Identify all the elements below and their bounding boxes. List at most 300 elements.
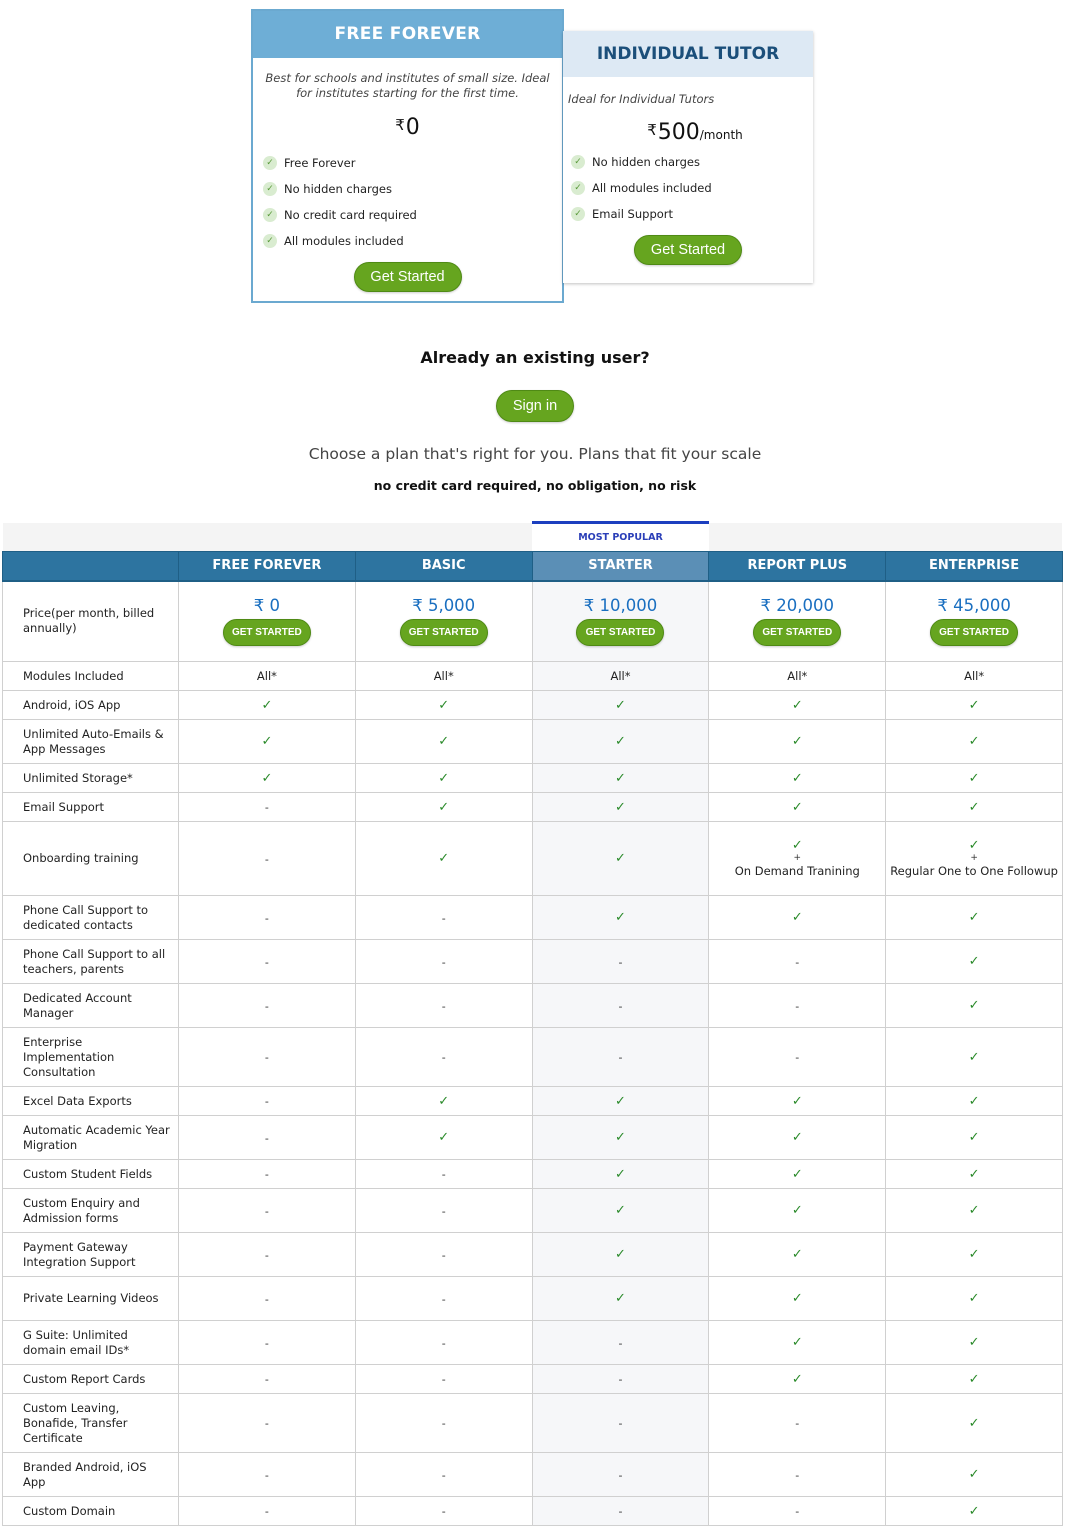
- training-extra-text: On Demand Tranining: [734, 864, 860, 878]
- dash-icon: -: [618, 1051, 623, 1064]
- feature-value-cell: [886, 793, 1063, 822]
- dash-icon: -: [264, 1168, 269, 1181]
- free-forever-get-started-button[interactable]: Get Started: [354, 262, 462, 292]
- sign-in-button[interactable]: Sign in: [496, 390, 574, 422]
- feature-value-cell: [886, 1497, 1063, 1526]
- individual-tutor-feature-list: [563, 149, 813, 227]
- feature-value-cell: [355, 822, 532, 896]
- dash-icon: -: [618, 1505, 623, 1518]
- check-icon: ✓: [438, 851, 450, 866]
- feature-name: Enterprise Implementation Consultation: [3, 1028, 179, 1087]
- feature-name: Dedicated Account Manager: [3, 984, 179, 1028]
- feature-value-cell: [355, 720, 532, 764]
- feature-value-cell: [179, 940, 356, 984]
- feature-value-cell: [355, 1321, 532, 1365]
- feature-value-cell: [886, 1277, 1063, 1321]
- dash-icon: -: [441, 1336, 446, 1350]
- dash-icon: -: [618, 1468, 623, 1482]
- feature-value-cell: [532, 822, 709, 896]
- table-row: [3, 1277, 1063, 1321]
- get-started-basic-button[interactable]: GET STARTED: [400, 619, 488, 646]
- feature-value-cell: [355, 1365, 532, 1394]
- feature-value-cell: [709, 896, 886, 940]
- feature-value: All*: [964, 669, 985, 683]
- feature-name: Custom Leaving, Bonafide, Transfer Certificate: [3, 1394, 179, 1453]
- check-icon: ✓: [968, 1335, 980, 1350]
- check-icon: ✓: [968, 1093, 980, 1109]
- feature-value-cell: [355, 662, 532, 691]
- plan-price: ₹ 20,000: [760, 596, 835, 616]
- feature-value-cell: [179, 720, 356, 764]
- feature-value-cell: [886, 1365, 1063, 1394]
- feature-value-cell: [532, 691, 709, 720]
- feature-value-cell: [532, 1116, 709, 1160]
- check-icon: ✓: [968, 1049, 980, 1065]
- feature-value-cell: [179, 1116, 356, 1160]
- check-icon: ✓: [615, 1093, 626, 1109]
- check-icon: ✓: [791, 1247, 803, 1262]
- check-circle-icon: ✓: [263, 182, 277, 196]
- check-icon: ✓: [615, 851, 626, 866]
- individual-tutor-get-started-button[interactable]: Get Started: [634, 235, 742, 265]
- plan-header-enterprise: ENTERPRISE: [886, 552, 1063, 581]
- feature-value-cell: [179, 662, 356, 691]
- price-cell: [709, 581, 886, 662]
- feature-value-cell: [709, 1453, 886, 1497]
- feature-value-cell: [886, 764, 1063, 793]
- check-icon: ✓: [438, 770, 450, 786]
- feature-value-cell: [355, 940, 532, 984]
- check-icon: ✓: [968, 1247, 980, 1262]
- check-circle-icon: ✓: [263, 234, 277, 248]
- feature-name: Private Learning Videos: [3, 1277, 179, 1321]
- dash-icon: -: [264, 1505, 269, 1518]
- check-icon: ✓: [615, 910, 626, 925]
- dash-icon: -: [264, 1336, 269, 1350]
- dash-icon: -: [795, 1468, 800, 1482]
- table-row: [3, 764, 1063, 793]
- pricing-comparison-table: [2, 521, 1063, 1526]
- table-row: [3, 1365, 1063, 1394]
- feature-value-cell: [709, 940, 886, 984]
- check-icon: ✓: [968, 910, 980, 925]
- feature-value-cell: [179, 1160, 356, 1189]
- feature-value-cell: [709, 1233, 886, 1277]
- feature-value: All*: [610, 669, 631, 683]
- feature-value-cell: [886, 1160, 1063, 1189]
- feature-value-cell: [532, 1160, 709, 1189]
- price-period: /month: [699, 128, 743, 142]
- price-value: 0: [405, 115, 420, 140]
- check-icon: ✓: [261, 734, 273, 749]
- dash-icon: -: [441, 1168, 446, 1181]
- free-forever-card-price: [253, 115, 562, 140]
- feature-value-cell: [532, 720, 709, 764]
- table-row: [3, 793, 1063, 822]
- feature-value-cell: [355, 691, 532, 720]
- dash-icon: -: [795, 955, 800, 969]
- feature-value-cell: [179, 1365, 356, 1394]
- dash-icon: -: [441, 1292, 446, 1306]
- feature-value-cell: [532, 1365, 709, 1394]
- dash-icon: -: [795, 1051, 800, 1064]
- feature-value-cell: [179, 764, 356, 793]
- feature-value-cell: [355, 1189, 532, 1233]
- feature-name: Excel Data Exports: [3, 1087, 179, 1116]
- feature-value-cell: [886, 896, 1063, 940]
- check-icon: ✓: [615, 1203, 626, 1218]
- check-icon: ✓: [791, 770, 803, 786]
- feature-name: Branded Android, iOS App: [3, 1453, 179, 1497]
- plan-price: ₹ 45,000: [937, 596, 1011, 616]
- table-row: [3, 1321, 1063, 1365]
- feature-value-cell: [532, 1453, 709, 1497]
- check-icon: ✓: [791, 1093, 803, 1109]
- dash-icon: -: [441, 999, 446, 1013]
- feature-item: ✓ Free Forever: [263, 150, 562, 176]
- table-row: [3, 984, 1063, 1028]
- feature-value-cell: [886, 1394, 1063, 1453]
- table-row: [3, 1160, 1063, 1189]
- feature-value-cell: [709, 1160, 886, 1189]
- check-icon: ✓: [261, 770, 273, 786]
- price-cell: [179, 581, 356, 662]
- free-forever-feature-list: [253, 150, 562, 254]
- feature-value-cell: [179, 1394, 356, 1453]
- feature-value-cell: [179, 793, 356, 822]
- feature-value-cell: [532, 1028, 709, 1087]
- feature-value-cell: [532, 984, 709, 1028]
- dash-icon: -: [264, 1248, 269, 1262]
- feature-name: Custom Domain: [3, 1497, 179, 1526]
- popular-row: [3, 523, 1063, 552]
- check-icon: ✓: [791, 1291, 803, 1306]
- check-icon: ✓: [968, 1503, 980, 1519]
- feature-value-cell: [179, 1321, 356, 1365]
- check-icon: ✓: [968, 770, 980, 786]
- check-circle-icon: ✓: [571, 207, 585, 221]
- table-row: [3, 1087, 1063, 1116]
- feature-value-cell: [355, 1497, 532, 1526]
- check-icon: ✓: [438, 1130, 450, 1145]
- feature-value-cell: [886, 940, 1063, 984]
- feature-value-cell: [355, 764, 532, 793]
- dash-icon: -: [264, 999, 269, 1013]
- price-cell: [532, 581, 709, 662]
- plan-header-report-plus: REPORT PLUS: [709, 552, 886, 581]
- individual-tutor-card: [563, 31, 813, 283]
- dash-icon: -: [264, 1373, 269, 1386]
- dash-icon: -: [264, 1204, 269, 1218]
- feature-name: Custom Student Fields: [3, 1160, 179, 1189]
- check-icon: ✓: [791, 1335, 803, 1350]
- feature-value-cell: [709, 1116, 886, 1160]
- feature-value-cell: [179, 1087, 356, 1116]
- feature-value-cell: [532, 940, 709, 984]
- dash-icon: -: [795, 999, 800, 1013]
- dash-icon: -: [441, 1373, 446, 1386]
- plan-price: ₹ 10,000: [583, 596, 658, 616]
- dash-icon: -: [441, 1204, 446, 1218]
- check-circle-icon: ✓: [571, 181, 585, 195]
- feature-item: ✓ All modules included: [263, 228, 562, 254]
- dash-icon: -: [264, 1051, 269, 1064]
- feature-value-cell: [179, 1028, 356, 1087]
- feature-value-cell: [709, 793, 886, 822]
- plan-header-row: [3, 552, 1063, 581]
- feature-value-cell: [709, 1497, 886, 1526]
- dash-icon: -: [441, 955, 446, 969]
- dash-icon: -: [264, 1131, 269, 1145]
- feature-value-cell: [355, 1233, 532, 1277]
- dash-icon: -: [264, 852, 269, 866]
- feature-value-cell: [355, 1394, 532, 1453]
- feature-value: All*: [256, 669, 277, 683]
- plan-header-basic: BASIC: [355, 552, 532, 581]
- get-started-report-plus-button[interactable]: GET STARTED: [753, 619, 841, 646]
- plus-sign: +: [970, 853, 978, 863]
- free-forever-card-description: Best for schools and institutes of small size. Ideal for institutes starting for the first time.: [265, 71, 550, 100]
- individual-tutor-card-title: INDIVIDUAL TUTOR: [563, 31, 813, 77]
- dash-icon: -: [264, 1417, 269, 1430]
- feature-item: ✓ Email Support: [571, 201, 813, 227]
- check-icon: ✓: [968, 697, 980, 713]
- feature-value-cell: [355, 1116, 532, 1160]
- feature-value-cell: [532, 1321, 709, 1365]
- individual-tutor-card-description: Ideal for Individual Tutors: [568, 92, 715, 106]
- feature-value-cell: [886, 822, 1063, 896]
- table-row: [3, 940, 1063, 984]
- table-row: [3, 822, 1063, 896]
- feature-value-cell: [532, 662, 709, 691]
- individual-tutor-card-price: [563, 120, 813, 145]
- feature-value-cell: [886, 1189, 1063, 1233]
- check-icon: ✓: [968, 838, 980, 853]
- table-row: [3, 662, 1063, 691]
- feature-value-cell: [709, 1321, 886, 1365]
- feature-name: Phone Call Support to dedicated contacts: [3, 896, 179, 940]
- table-row: [3, 1233, 1063, 1277]
- plus-sign: +: [793, 853, 802, 863]
- feature-value-cell: [709, 1394, 886, 1453]
- price-value: 500: [657, 120, 700, 145]
- feature-value: All*: [787, 669, 808, 683]
- table-row: [3, 1453, 1063, 1497]
- check-icon: ✓: [791, 1203, 803, 1218]
- check-icon: ✓: [968, 1371, 980, 1387]
- free-forever-card: [251, 9, 564, 303]
- sub-tagline: no credit card required, no obligation, no risk: [373, 478, 697, 493]
- feature-value-cell: [886, 1028, 1063, 1087]
- check-icon: ✓: [791, 1166, 803, 1182]
- feature-value-cell: [709, 1087, 886, 1116]
- feature-value-cell: [355, 896, 532, 940]
- free-forever-card-title: FREE FOREVER: [253, 11, 562, 58]
- check-icon: ✓: [615, 1247, 626, 1262]
- check-icon: ✓: [615, 1291, 626, 1306]
- feature-value-cell: [532, 1277, 709, 1321]
- feature-name: G Suite: Unlimited domain email IDs*: [3, 1321, 179, 1365]
- feature-name: Onboarding training: [3, 822, 179, 896]
- dash-icon: -: [441, 1051, 446, 1064]
- dash-icon: -: [264, 801, 269, 814]
- check-circle-icon: ✓: [263, 156, 277, 170]
- feature-name: Payment Gateway Integration Support: [3, 1233, 179, 1277]
- feature-item: ✓ All modules included: [571, 175, 813, 201]
- feature-value-cell: [886, 1321, 1063, 1365]
- feature-value-cell: [532, 1394, 709, 1453]
- dash-icon: -: [264, 955, 269, 969]
- dash-icon: -: [618, 1336, 623, 1350]
- feature-value-cell: [709, 822, 886, 896]
- check-icon: ✓: [615, 697, 626, 713]
- price-cell: [886, 581, 1063, 662]
- get-started-enterprise-button[interactable]: GET STARTED: [930, 619, 1018, 646]
- check-icon: ✓: [615, 799, 626, 815]
- tagline: Choose a plan that's right for you. Plans that fit your scale: [308, 445, 762, 463]
- check-icon: ✓: [968, 734, 980, 749]
- feature-value-cell: [532, 1189, 709, 1233]
- check-icon: ✓: [615, 734, 626, 749]
- table-row: [3, 1497, 1063, 1526]
- check-icon: ✓: [791, 838, 803, 853]
- feature-value-cell: [532, 1497, 709, 1526]
- dash-icon: -: [618, 1417, 623, 1430]
- feature-item: ✓ No hidden charges: [571, 149, 813, 175]
- check-icon: ✓: [968, 1203, 980, 1218]
- feature-value-cell: [179, 691, 356, 720]
- feature-value-cell: [886, 1233, 1063, 1277]
- dash-icon: -: [264, 1468, 269, 1482]
- price-label: Price(per month, billed annually): [3, 581, 179, 662]
- dash-icon: -: [441, 1417, 446, 1430]
- dash-icon: -: [441, 911, 446, 925]
- dash-icon: -: [441, 1468, 446, 1482]
- feature-value-cell: [179, 896, 356, 940]
- feature-value-cell: [886, 984, 1063, 1028]
- feature-value-cell: [709, 720, 886, 764]
- feature-value-cell: [355, 1087, 532, 1116]
- check-circle-icon: ✓: [571, 155, 585, 169]
- feature-name: Custom Report Cards: [3, 1365, 179, 1394]
- check-icon: ✓: [615, 1130, 626, 1145]
- feature-value-cell: [355, 1028, 532, 1087]
- feature-value-cell: [709, 1365, 886, 1394]
- feature-value-cell: [709, 691, 886, 720]
- table-row: [3, 720, 1063, 764]
- feature-value-cell: [355, 1277, 532, 1321]
- feature-value-cell: [709, 662, 886, 691]
- feature-value-cell: [179, 984, 356, 1028]
- feature-value-cell: [886, 691, 1063, 720]
- get-started-free-forever-button[interactable]: GET STARTED: [223, 619, 311, 646]
- feature-name: Phone Call Support to all teachers, parents: [3, 940, 179, 984]
- plan-price: ₹ 0: [253, 596, 281, 616]
- feature-name: Email Support: [3, 793, 179, 822]
- price-row: [3, 581, 1063, 662]
- table-row: [3, 1028, 1063, 1087]
- feature-value-cell: [179, 1277, 356, 1321]
- feature-value-cell: [709, 984, 886, 1028]
- dash-icon: -: [795, 1417, 800, 1430]
- feature-value: All*: [433, 669, 454, 683]
- dash-icon: -: [441, 1248, 446, 1262]
- feature-value-cell: [532, 793, 709, 822]
- check-icon: ✓: [615, 770, 626, 786]
- feature-value-cell: [179, 1453, 356, 1497]
- check-icon: ✓: [968, 998, 980, 1013]
- plan-header-starter: STARTER: [532, 552, 709, 581]
- feature-name: Modules Included: [3, 662, 179, 691]
- check-icon: ✓: [968, 799, 980, 815]
- check-icon: ✓: [791, 799, 803, 815]
- feature-value-cell: [709, 1028, 886, 1087]
- check-icon: ✓: [968, 1166, 980, 1182]
- feature-value-cell: [886, 720, 1063, 764]
- check-icon: ✓: [438, 1093, 450, 1109]
- check-icon: ✓: [791, 910, 803, 925]
- rupee-icon: ₹: [395, 116, 405, 134]
- feature-value-cell: [709, 764, 886, 793]
- check-icon: ✓: [968, 1415, 980, 1431]
- check-icon: ✓: [791, 1371, 803, 1387]
- check-icon: ✓: [791, 734, 803, 749]
- feature-value-cell: [179, 822, 356, 896]
- feature-value-cell: [886, 1116, 1063, 1160]
- feature-name: Android, iOS App: [3, 691, 179, 720]
- table-row: [3, 1116, 1063, 1160]
- check-circle-icon: ✓: [263, 208, 277, 222]
- dash-icon: -: [618, 1373, 623, 1386]
- feature-value-cell: [355, 793, 532, 822]
- check-icon: ✓: [438, 799, 450, 815]
- check-icon: ✓: [791, 1130, 803, 1145]
- check-icon: ✓: [261, 697, 273, 713]
- feature-name: Unlimited Auto-Emails & App Messages: [3, 720, 179, 764]
- feature-name: Custom Enquiry and Admission forms: [3, 1189, 179, 1233]
- feature-value-cell: [886, 1453, 1063, 1497]
- feature-name: Automatic Academic Year Migration: [3, 1116, 179, 1160]
- feature-value-cell: [886, 1087, 1063, 1116]
- check-icon: ✓: [968, 1130, 980, 1145]
- check-icon: ✓: [968, 954, 980, 969]
- dash-icon: -: [264, 1095, 269, 1108]
- feature-value-cell: [179, 1233, 356, 1277]
- dash-icon: -: [264, 1292, 269, 1306]
- check-icon: ✓: [438, 734, 450, 749]
- dash-icon: -: [264, 911, 269, 925]
- existing-user-heading: Already an existing user?: [420, 348, 650, 367]
- check-icon: ✓: [791, 697, 803, 713]
- dash-icon: -: [618, 999, 623, 1013]
- feature-value-cell: [532, 764, 709, 793]
- feature-value-cell: [179, 1497, 356, 1526]
- table-row: [3, 1189, 1063, 1233]
- feature-value-cell: [709, 1189, 886, 1233]
- table-row: [3, 691, 1063, 720]
- check-icon: ✓: [615, 1166, 626, 1182]
- feature-value-cell: [532, 1087, 709, 1116]
- feature-item: ✓ No hidden charges: [263, 176, 562, 202]
- most-popular-badge: MOST POPULAR: [532, 523, 709, 552]
- table-row: [3, 1394, 1063, 1453]
- plan-header-free-forever: FREE FOREVER: [179, 552, 356, 581]
- dash-icon: -: [795, 1505, 800, 1518]
- get-started-starter-button[interactable]: GET STARTED: [576, 619, 664, 646]
- feature-value-cell: [179, 1189, 356, 1233]
- feature-value-cell: [709, 1277, 886, 1321]
- feature-value-cell: [355, 984, 532, 1028]
